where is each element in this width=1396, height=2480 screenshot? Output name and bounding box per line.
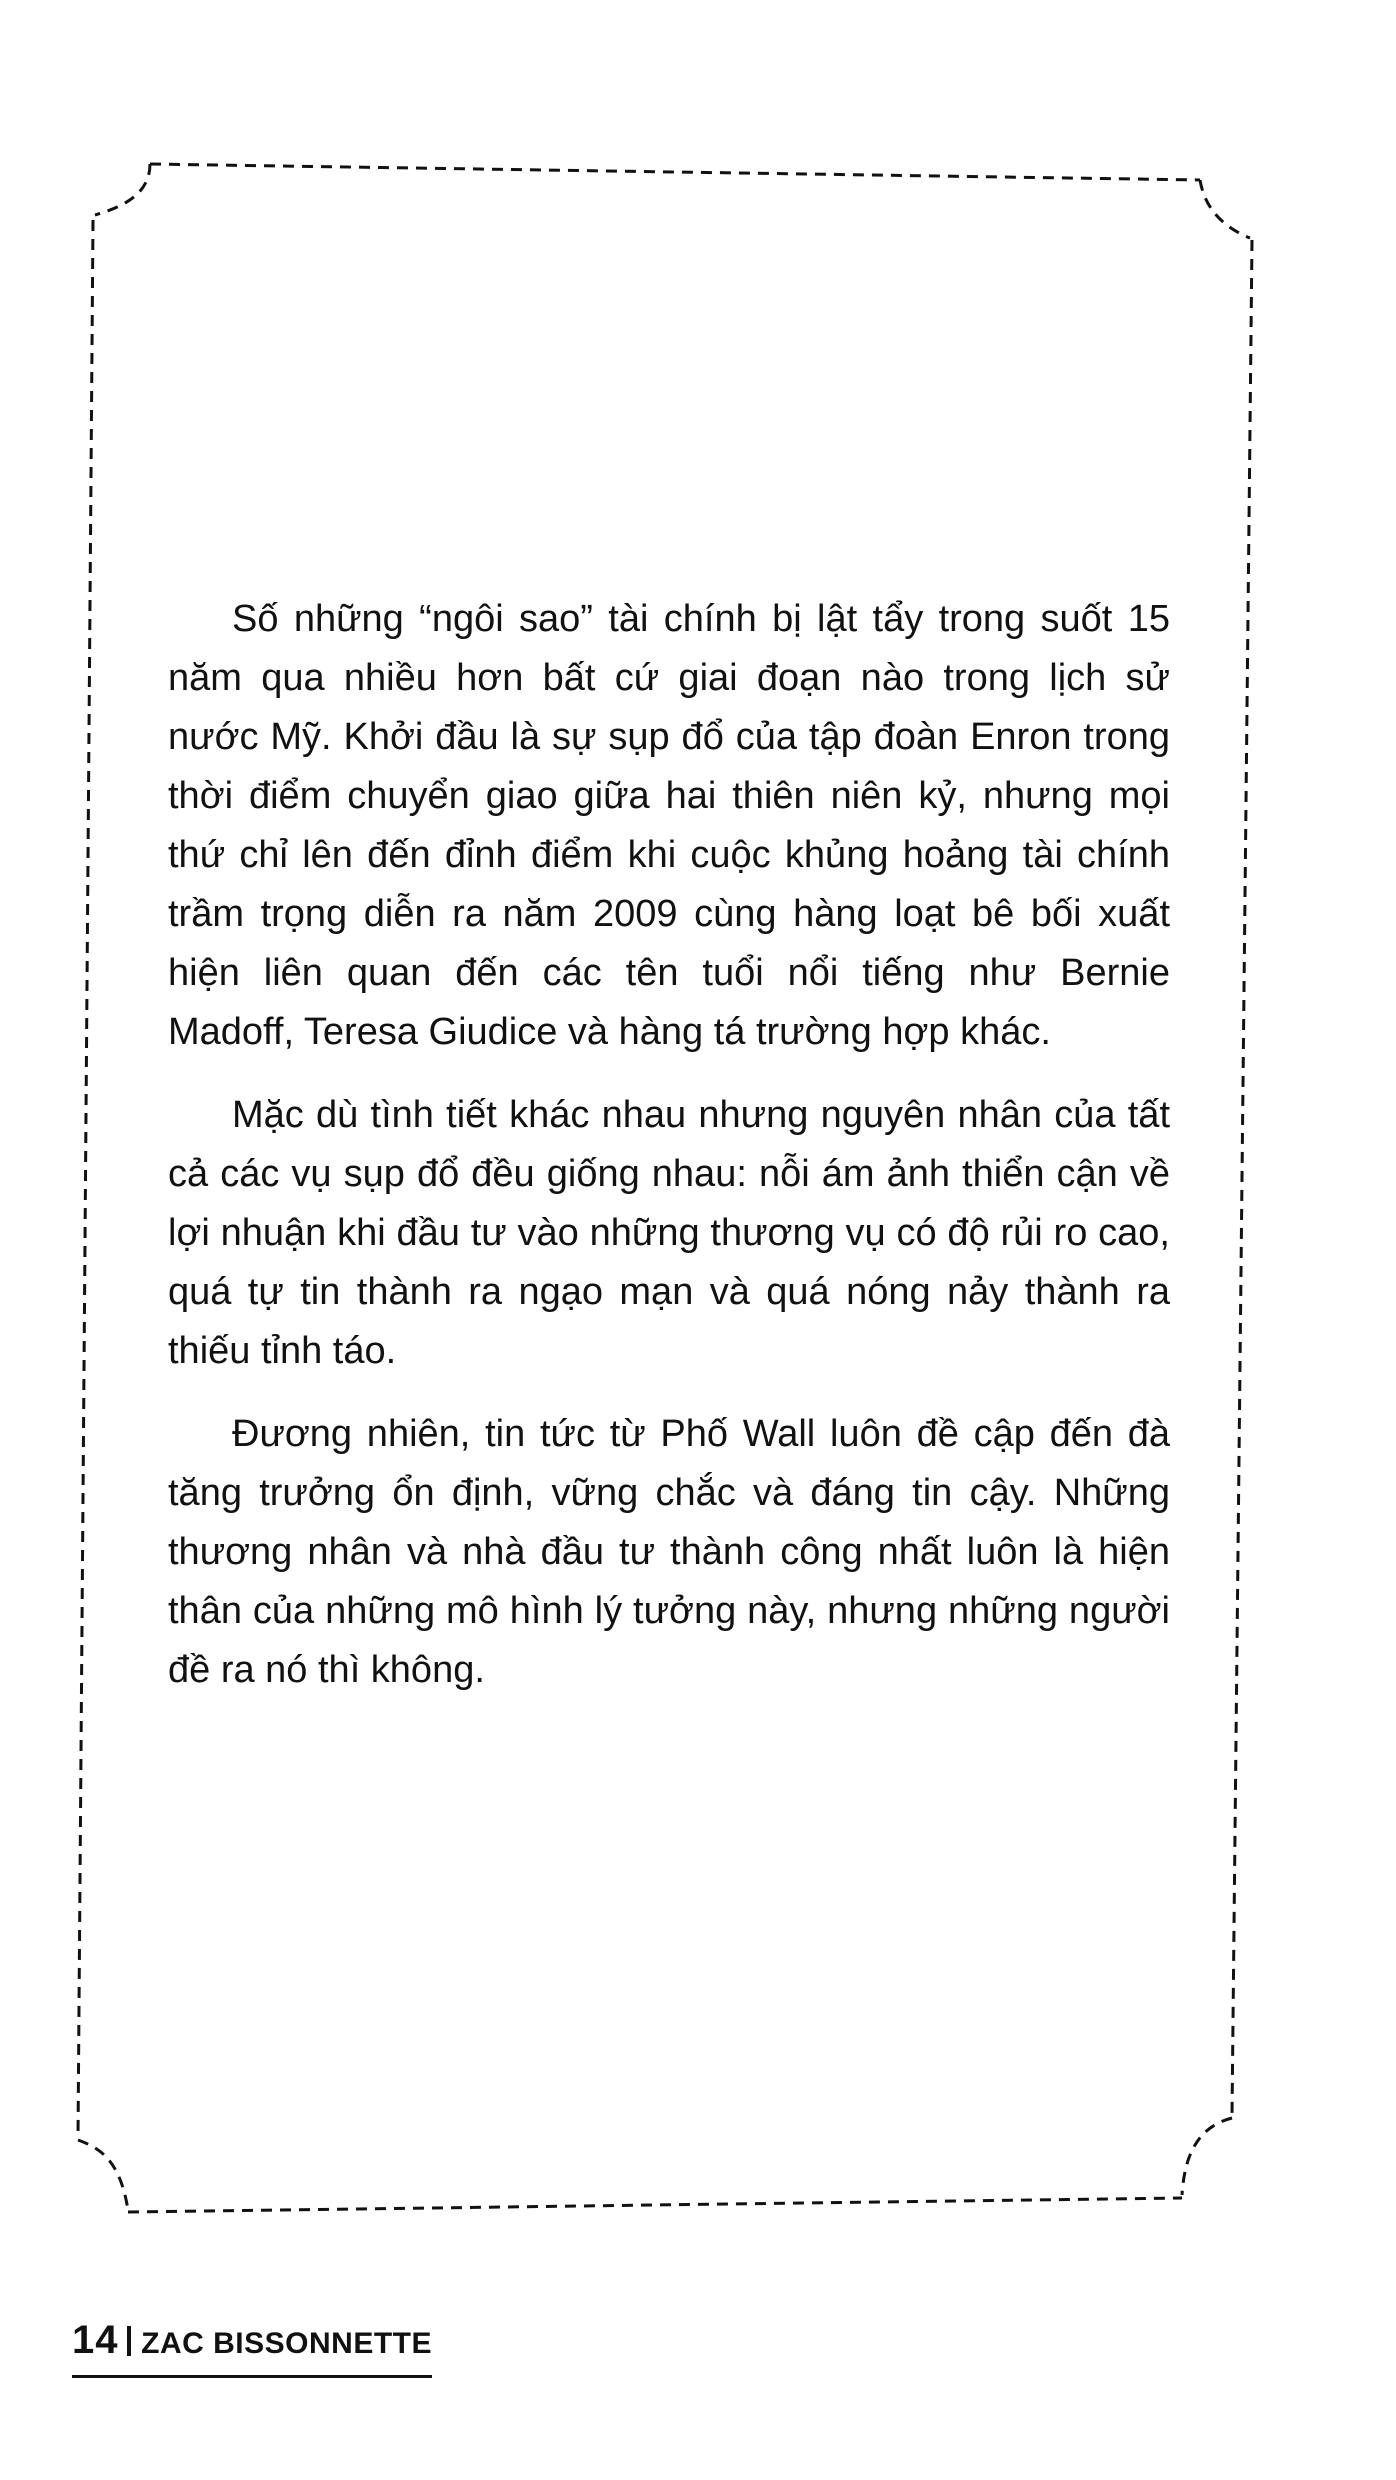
paragraph-1: Số những “ngôi sao” tài chính bị lật tẩy trong suốt 15 năm qua nhiều hơn bất cứ giai đoạn nào trong lịch sử nước Mỹ. Khởi đầu là sự sụp đổ của tập đoàn Enron trong thời điểm chuyển giao giữa hai thiên niên kỷ, nhưng mọi thứ chỉ lên đến đỉnh điểm khi cuộc khủng hoảng tài chính trầm trọng diễn ra năm 2009 cùng hàng loạt bê bối xuất hiện liên quan đến các tên tuổi nổi tiếng như Bernie Madoff, Teresa Giudice và hàng tá trường hợp khác. — [168, 598, 1170, 1053]
page-footer — [72, 2318, 432, 2378]
body-text — [168, 590, 1170, 1724]
footer-rule — [72, 2375, 432, 2378]
paragraph-2: Mặc dù tình tiết khác nhau nhưng nguyên nhân của tất cả các vụ sụp đổ đều giống nhau: nỗi ám ảnh thiển cận về lợi nhuận khi đầu tư vào những thương vụ có độ rủi ro cao, quá tự tin thành ra ngạo mạn và quá nóng nảy thành ra thiếu tỉnh táo. — [168, 1094, 1170, 1372]
folio — [72, 2318, 432, 2363]
folio-separator — [127, 2326, 132, 2356]
running-head-author: ZAC BISSONNETTE — [141, 2327, 432, 2360]
paragraph-3: Đương nhiên, tin tức từ Phố Wall luôn đề cập đến đà tăng trưởng ổn định, vững chắc và đáng tin cậy. Những thương nhân và nhà đầu tư thành công nhất luôn là hiện thân của những mô hình lý tưởng này, nhưng những người đề ra nó thì không. — [168, 1413, 1170, 1691]
page-number: 14 — [72, 2318, 119, 2362]
